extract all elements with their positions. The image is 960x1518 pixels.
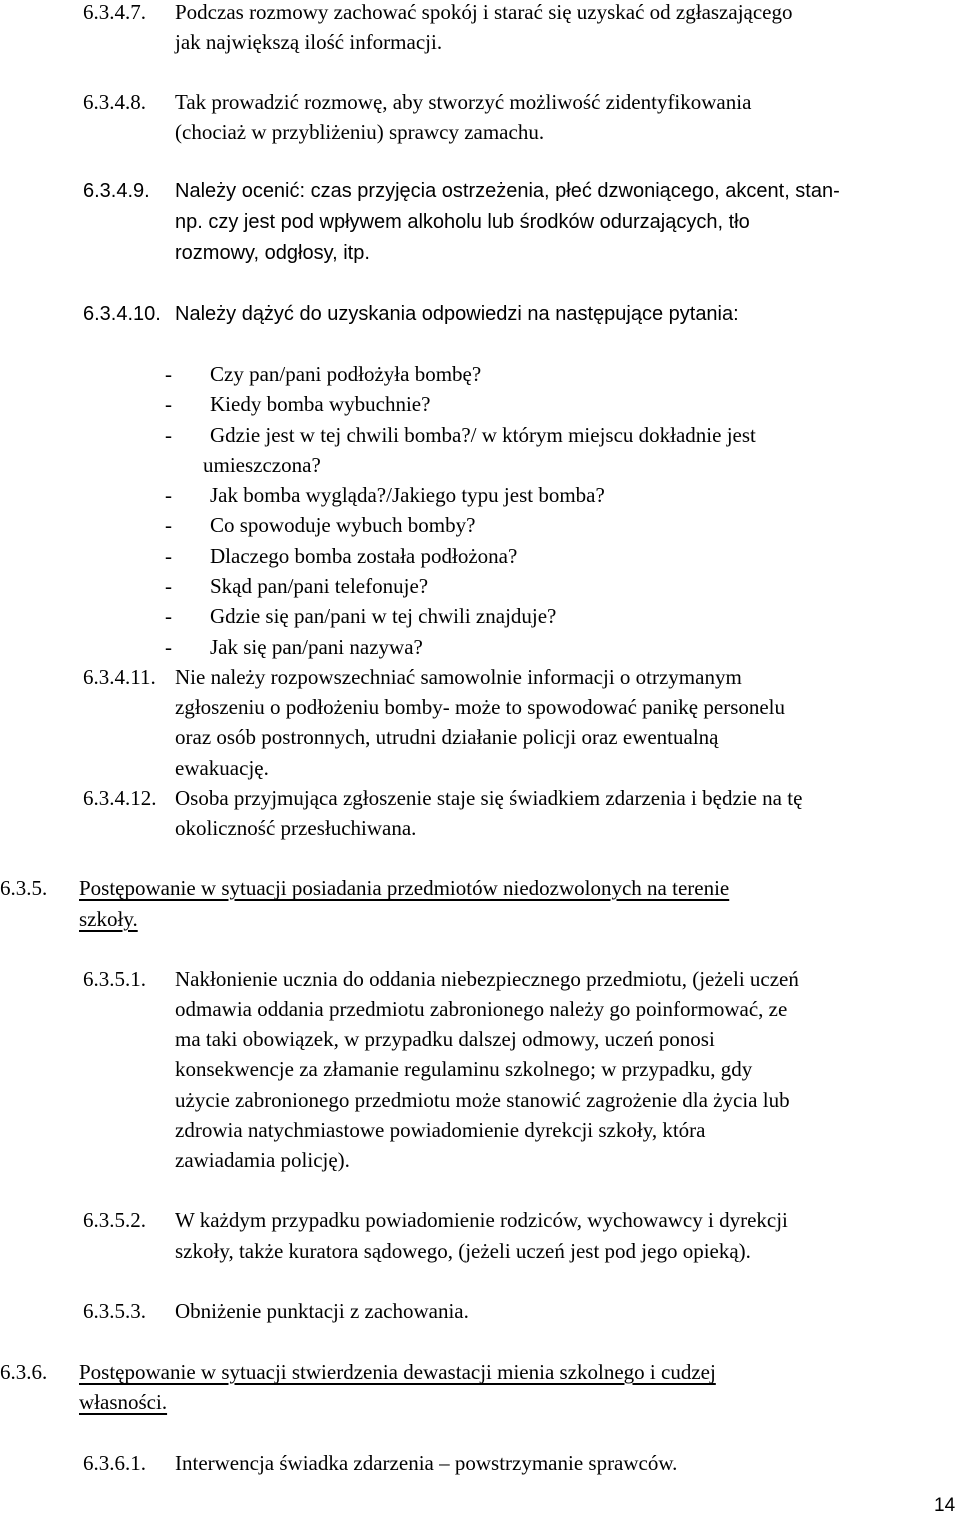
section-text-line: zawiadamia policję). <box>175 1148 350 1172</box>
section-number: 6.3.5.2. <box>83 1208 146 1232</box>
heading-number: 6.3.5. <box>0 876 48 900</box>
list-item: Dlaczego bomba została podłożona? <box>210 544 518 568</box>
heading-number: 6.3.6. <box>0 1360 48 1384</box>
section-number: 6.3.4.7. <box>83 0 146 24</box>
section-text-line: Podczas rozmowy zachować spokój i starać się uzyskać od zgłaszającego <box>175 0 793 24</box>
section-text-line: zdrowia natychmiastowe powiadomienie dyrekcji szkoły, która <box>175 1118 706 1142</box>
section-text-line: Obniżenie punktacji z zachowania. <box>175 1299 469 1323</box>
list-item: Czy pan/pani podłożyła bombę? <box>210 362 482 386</box>
section-number: 6.3.5.3. <box>83 1299 146 1323</box>
section-text-line: użycie zabronionego przedmiotu może stanowić zagrożenie dla życia lub <box>175 1088 790 1112</box>
section-text-line: jak największą ilość informacji. <box>175 30 443 54</box>
section-number: 6.3.4.8. <box>83 90 146 114</box>
list-dash: - <box>165 635 172 659</box>
list-dash: - <box>165 362 172 386</box>
section-number: 6.3.4.10. <box>83 303 161 325</box>
section-text-line: szkoły, także kuratora sądowego, (jeżeli uczeń jest pod jego opieką). <box>175 1239 751 1263</box>
section-text-line: ewakuację. <box>175 756 269 780</box>
section-number: 6.3.4.11. <box>83 665 156 689</box>
section-text-line: np. czy jest pod wpływem alkoholu lub środków odurzających, tło <box>175 211 750 233</box>
section-text-line: Tak prowadzić rozmowę, aby stworzyć możliwość zidentyfikowania <box>175 90 752 114</box>
list-dash: - <box>165 423 172 447</box>
section-text-line: Należy dążyć do uzyskania odpowiedzi na następujące pytania: <box>175 303 739 325</box>
list-item: Co spowoduje wybuch bomby? <box>210 513 476 537</box>
section-text-line: odmawia oddania przedmiotu zabronionego należy go poinformować, ze <box>175 997 788 1021</box>
heading-text-line: Postępowanie w sytuacji stwierdzenia dewastacji mienia szkolnego i cudzej <box>79 1360 716 1384</box>
section-text-line: rozmowy, odgłosy, itp. <box>175 242 370 264</box>
list-dash: - <box>165 604 172 628</box>
heading-text-line: Postępowanie w sytuacji posiadania przedmiotów niedozwolonych na terenie <box>79 876 730 900</box>
section-text-line: (chociaż w przybliżeniu) sprawcy zamachu. <box>175 120 545 144</box>
list-dash: - <box>165 392 172 416</box>
list-dash: - <box>165 544 172 568</box>
section-text-line: ma taki obowiązek, w przypadku dalszej odmowy, uczeń ponosi <box>175 1027 715 1051</box>
list-item: Gdzie się pan/pani w tej chwili znajduje? <box>210 604 557 628</box>
section-text-line: Interwencja świadka zdarzenia – powstrzymanie sprawców. <box>175 1451 678 1475</box>
section-text-line: oraz osób postronnych, utrudni działanie policji oraz ewentualną <box>175 725 719 749</box>
heading-text-line: szkoły. <box>79 907 138 931</box>
list-item: Jak się pan/pani nazywa? <box>210 635 423 659</box>
heading-text-line: własności. <box>79 1390 168 1414</box>
section-number: 6.3.5.1. <box>83 967 146 991</box>
section-text-line: Nakłonienie ucznia do oddania niebezpiecznego przedmiotu, (jeżeli uczeń <box>175 967 799 991</box>
section-text-line: konsekwencje za złamanie regulaminu szkolnego; w przypadku, gdy <box>175 1057 753 1081</box>
page-number: 14 <box>934 1495 956 1516</box>
section-text-line: Osoba przyjmująca zgłoszenie staje się świadkiem zdarzenia i będzie na tę <box>175 786 803 810</box>
section-text-line: zgłoszeniu o podłożeniu bomby- może to spowodować panikę personelu <box>175 695 786 719</box>
list-item: Skąd pan/pani telefonuje? <box>210 574 429 598</box>
list-dash: - <box>165 574 172 598</box>
section-text-line: Należy ocenić: czas przyjęcia ostrzeżenia, płeć dzwoniącego, akcent, stan- <box>175 180 840 202</box>
section-text-line: W każdym przypadku powiadomienie rodziców, wychowawcy i dyrekcji <box>175 1208 788 1232</box>
list-item: Gdzie jest w tej chwili bomba?/ w którym miejscu dokładnie jest <box>210 423 756 447</box>
list-item: Jak bomba wygląda?/Jakiego typu jest bomba? <box>210 483 605 507</box>
list-dash: - <box>165 513 172 537</box>
section-text-line: okoliczność przesłuchiwana. <box>175 816 417 840</box>
section-number: 6.3.4.12. <box>83 786 157 810</box>
section-number: 6.3.6.1. <box>83 1451 146 1475</box>
list-dash: - <box>165 483 172 507</box>
list-item-continuation: umieszczona? <box>203 453 321 477</box>
section-text-line: Nie należy rozpowszechniać samowolnie informacji o otrzymanym <box>175 665 742 689</box>
list-item: Kiedy bomba wybuchnie? <box>210 392 431 416</box>
section-number: 6.3.4.9. <box>83 180 150 202</box>
